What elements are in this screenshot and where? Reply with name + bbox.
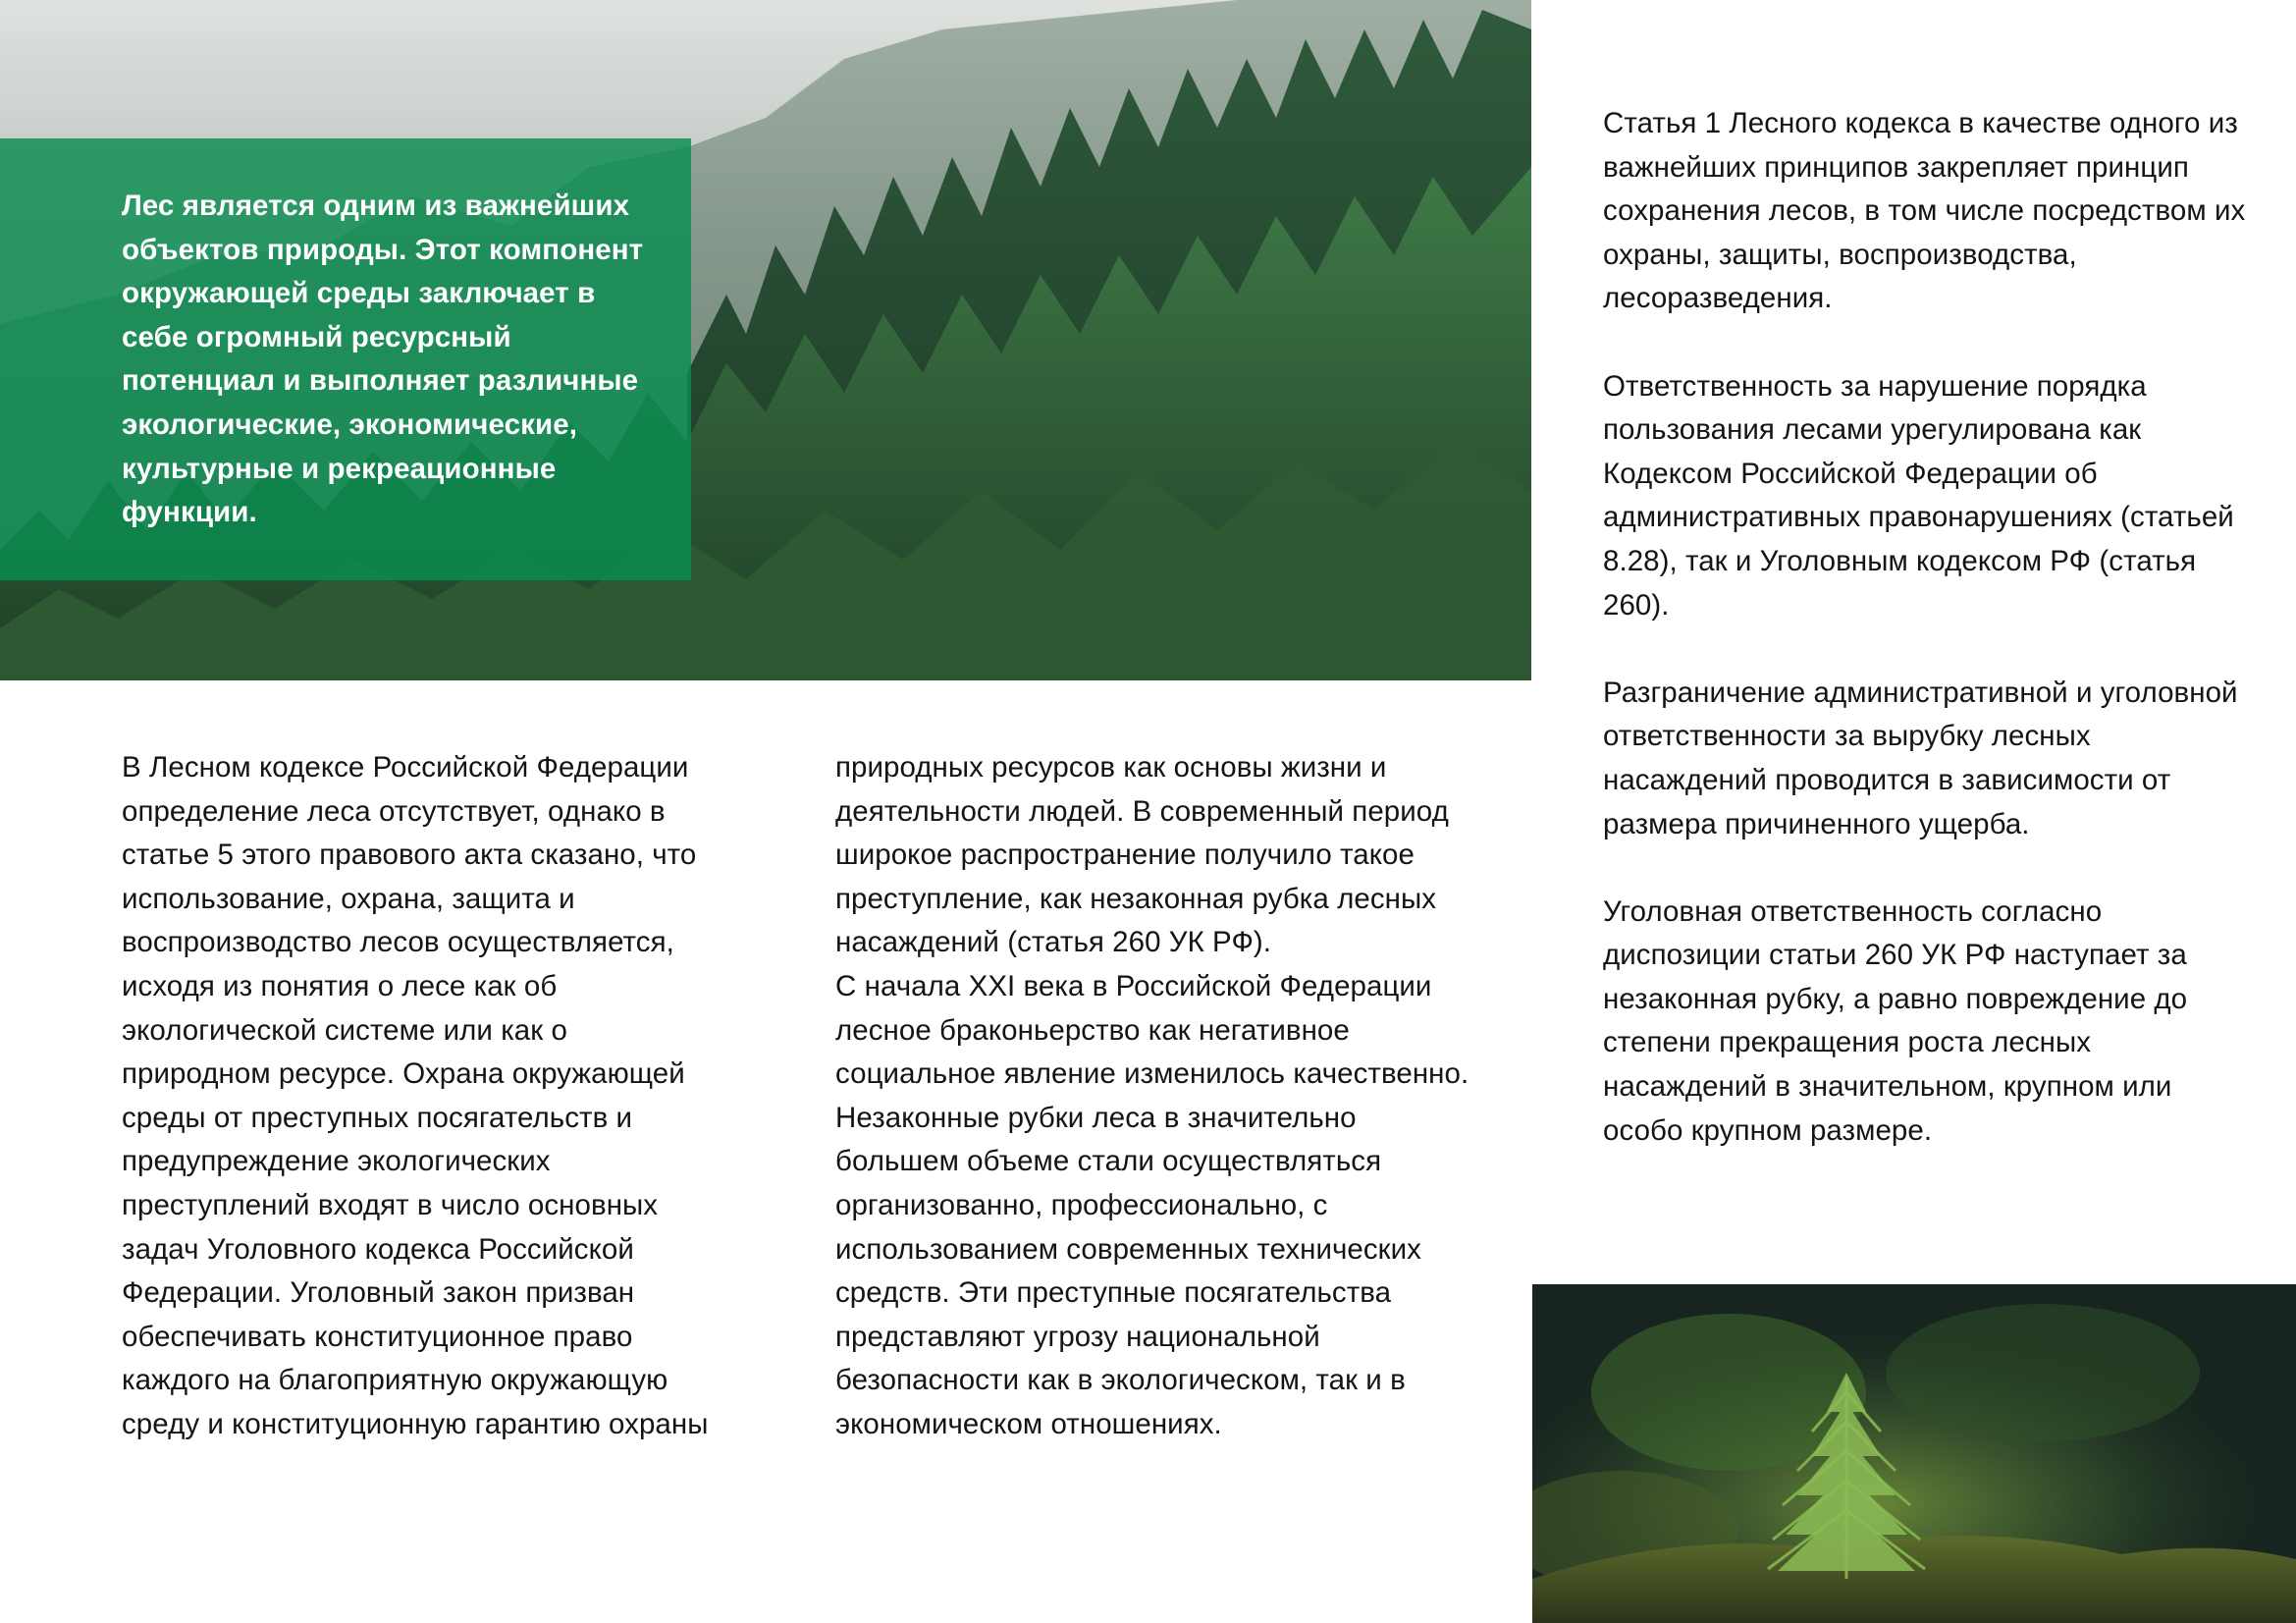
spruce-sapling-photo (1532, 1284, 2296, 1623)
column-3-paragraph-1: Статья 1 Лесного кодекса в качестве одного из важнейших принципов закрепляет принцип сохранения лесов, в том числе посредством их охраны, защиты, воспроизводства, лесоразведения. (1603, 107, 2246, 315)
intro-callout-box (0, 138, 691, 580)
text-column-right (1603, 102, 2251, 1153)
column-1-text: В Лесном кодексе Российской Федерации определение леса отсутствует, однако в статье 5 этого правового акта сказано, что использование, охрана, защита и воспроизводство лесов осуществляется, исходя из понятия о лесе как об экологической системе или как о природном ресурсе. Охрана окружающей среды от преступных посягательств и предупреждение экологических преступлений входят в число основных задач Уголовного кодекса Российской Федерации. Уголовный закон призван обеспечивать конституционное право каждого на благоприятную окружающую среду и конституционную гарантию охраны (122, 751, 709, 1440)
column-3-paragraph-2: Ответственность за нарушение порядка пользования лесами урегулирована как Кодексом Российской Федерации об административных правонарушениях (статьей 8.28), так и Уголовным кодексом РФ (статья 260). (1603, 369, 2234, 622)
column-3-paragraph-4: Уголовная ответственность согласно диспозиции статьи 260 УК РФ наступает за незаконная рубку, а равно повреждение до степени прекращения роста лесных насаждений в значительном, крупном или особо крупном размере. (1603, 894, 2188, 1147)
intro-callout-text: Лес является одним из важнейших объектов природы. Этот компонент окружающей среды заключает в себе огромный ресурсный потенциал и выполняет различные экологические, экономические, культурные и рекреационные функции. (122, 189, 644, 529)
text-column-middle (835, 746, 1473, 1447)
column-2-paragraph-1: природных ресурсов как основы жизни и деятельности людей. В современный период широкое распространение получило такое преступление, как незаконная рубка лесных насаждений (статья 260 УК РФ). (835, 751, 1449, 959)
text-column-left (122, 746, 711, 1447)
sapling-illustration (1532, 1284, 2296, 1623)
column-3-paragraph-3: Разграничение административной и уголовной ответственности за вырубку лесных насаждений проводится в зависимости от размера причиненного ущерба. (1603, 676, 2238, 840)
column-2-paragraph-2: С начала XXI века в Российской Федерации лесное браконьерство как негативное социальное явление изменилось качественно. Незаконные рубки леса в значительно большем объеме стали осуществляться организованно, профессионально, с использованием современных технических средств. Эти преступные посягательства представляют угрозу национальной безопасности как в экологическом, так и в экономическом отношениях. (835, 969, 1469, 1440)
